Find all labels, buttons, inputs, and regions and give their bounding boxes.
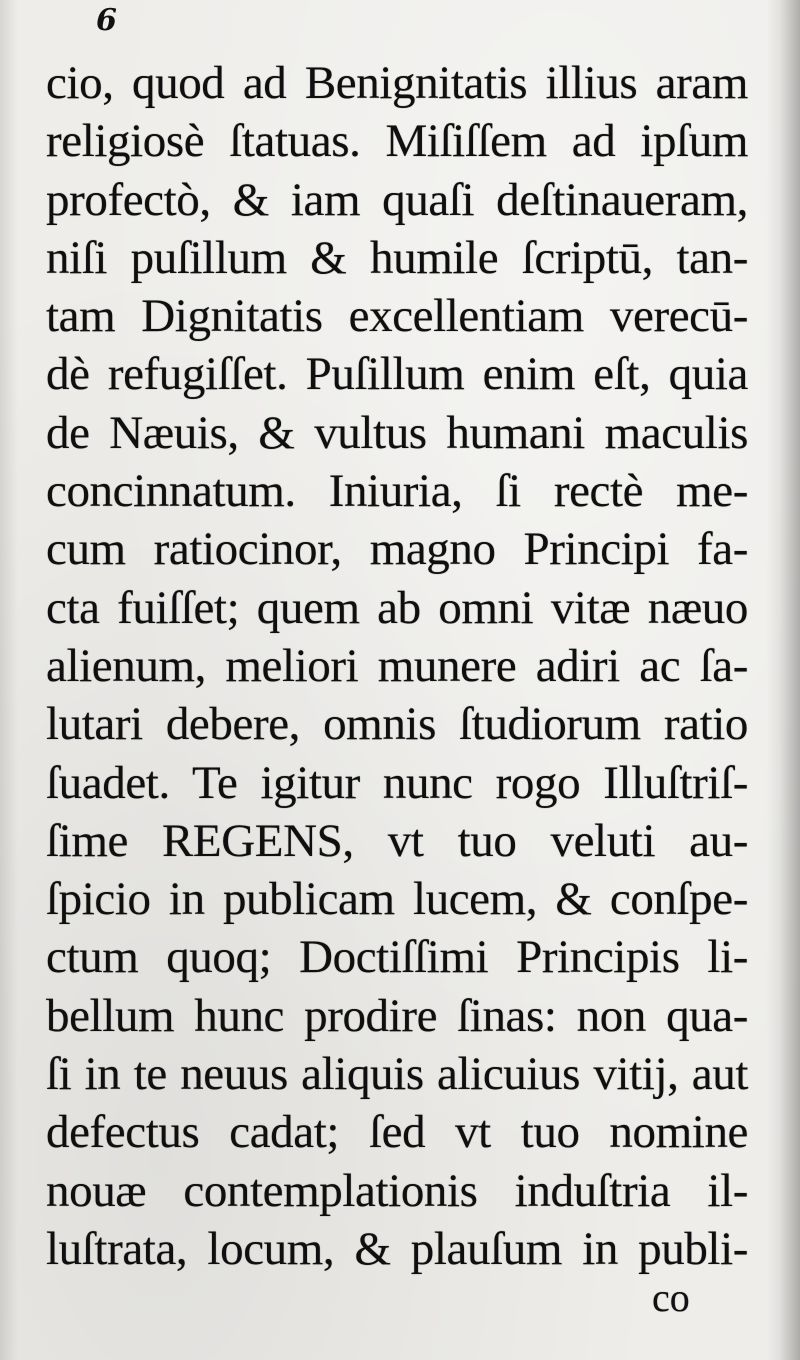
text-line: cum ratiocinor, magno Principi fa-	[46, 523, 748, 576]
text-line: bellum hunc prodire ſinas: non qua-	[46, 989, 748, 1042]
text-line: ſime REGENS, vt tuo veluti au-	[46, 814, 748, 867]
gutter-shadow	[0, 0, 18, 1360]
text-line: luſtrata, locum, & plauſum in publi-	[46, 1222, 748, 1275]
text-line: profectò, & iam quaſi deſtinaueram,	[46, 173, 748, 226]
text-line: niſi puſillum & humile ſcriptū, tan-	[46, 231, 748, 284]
text-line: ctum quoq; Doctiſſimi Principis li-	[46, 931, 748, 984]
text-line: tam Dignitatis excellentiam verecū-	[46, 290, 748, 343]
catchword: co	[652, 1275, 690, 1320]
text-line: cio, quod ad Benignitatis illius aram	[46, 57, 748, 109]
text-line: ſi in te neuus aliquis alicuius vitij, aut	[46, 1048, 748, 1101]
body-text	[46, 54, 748, 1278]
text-line: cta fuiſſet; quem ab omni vitæ næuo	[46, 581, 748, 634]
page-edge-shadow	[766, 0, 800, 1360]
text-line: ſuadet. Te igitur nunc rogo Illuſtriſ-	[46, 756, 748, 809]
page-number: 6	[96, 3, 117, 38]
text-line: nouæ contemplationis induſtria il-	[46, 1164, 748, 1217]
text-line: alienum, meliori munere adiri ac ſa-	[46, 639, 748, 692]
text-line: de Næuis, & vultus humani maculis	[46, 406, 748, 459]
text-line: lutari debere, omnis ſtudiorum ratio	[46, 698, 748, 751]
text-line: defectus cadat; ſed vt tuo nomine	[46, 1106, 748, 1159]
text-line: ſpicio in publicam lucem, & conſpe-	[46, 873, 748, 926]
text-line: religiosè ſtatuas. Miſiſſem ad ipſum	[46, 115, 748, 168]
text-line: dè refugiſſet. Puſillum enim eſt, quia	[46, 348, 748, 401]
text-line: concinnatum. Iniuria, ſi rectè me-	[46, 465, 748, 518]
